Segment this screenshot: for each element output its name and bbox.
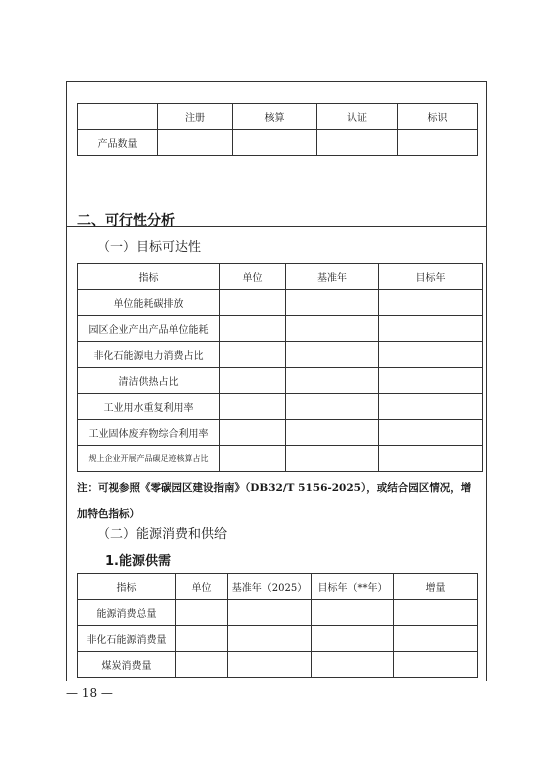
header-cell: 基准年 (286, 264, 379, 290)
table-header-row (78, 264, 483, 290)
input-cell[interactable] (286, 290, 379, 316)
input-cell[interactable] (379, 342, 483, 368)
row-label: 非化石能源消费量 (78, 626, 176, 652)
input-cell[interactable] (176, 626, 228, 652)
header-cell (78, 104, 158, 130)
input-cell[interactable] (220, 342, 286, 368)
row-label: 煤炭消费量 (78, 652, 176, 678)
header-cell: 单位 (176, 574, 228, 600)
header-cell: 增量 (394, 574, 478, 600)
row-label: 单位能耗碳排放 (78, 290, 220, 316)
input-cell[interactable] (233, 130, 317, 156)
table-row (78, 316, 483, 342)
form-frame (66, 81, 487, 681)
input-cell[interactable] (158, 130, 233, 156)
subsection-heading: （二）能源消费和供给 (97, 527, 228, 542)
header-cell: 目标年 (379, 264, 483, 290)
target-table (77, 263, 483, 472)
input-cell[interactable] (312, 626, 394, 652)
table-row (78, 394, 483, 420)
input-cell[interactable] (286, 446, 379, 472)
certification-table (77, 103, 478, 156)
input-cell[interactable] (379, 316, 483, 342)
input-cell[interactable] (220, 446, 286, 472)
table-row (78, 130, 478, 156)
section-heading: 二、可行性分析 (77, 213, 175, 229)
table-header-row (78, 574, 478, 600)
input-cell[interactable] (176, 600, 228, 626)
header-cell: 目标年（**年） (312, 574, 394, 600)
input-cell[interactable] (312, 652, 394, 678)
table-row (78, 446, 483, 472)
table-row (78, 652, 478, 678)
input-cell[interactable] (228, 626, 312, 652)
input-cell[interactable] (286, 316, 379, 342)
input-cell[interactable] (220, 290, 286, 316)
table-row (78, 290, 483, 316)
row-label: 产品数量 (78, 130, 158, 156)
input-cell[interactable] (394, 626, 478, 652)
input-cell[interactable] (228, 652, 312, 678)
input-cell[interactable] (394, 652, 478, 678)
input-cell[interactable] (379, 368, 483, 394)
table-row (78, 420, 483, 446)
row-label: 规上企业开展产品碳足迹核算占比 (78, 446, 220, 472)
energy-table (77, 573, 478, 678)
input-cell[interactable] (394, 600, 478, 626)
input-cell[interactable] (286, 394, 379, 420)
table-row (78, 368, 483, 394)
subsection-heading: （一）目标可达性 (97, 240, 202, 255)
table-row (78, 626, 478, 652)
table-note: 注：可视参照《零碳园区建设指南》（DB32/T 5156-2025），或结合园区情况，增加特色指标） (77, 482, 472, 520)
input-cell[interactable] (312, 600, 394, 626)
row-label: 清洁供热占比 (78, 368, 220, 394)
subsubsection-heading: 1.能源供需 (105, 554, 171, 569)
input-cell[interactable] (379, 420, 483, 446)
page-number: — 18 — (66, 686, 113, 700)
row-label: 园区企业产出产品单位能耗 (78, 316, 220, 342)
row-label: 非化石能源电力消费占比 (78, 342, 220, 368)
input-cell[interactable] (317, 130, 398, 156)
input-cell[interactable] (228, 600, 312, 626)
input-cell[interactable] (220, 316, 286, 342)
header-cell: 标识 (398, 104, 478, 130)
input-cell[interactable] (286, 420, 379, 446)
input-cell[interactable] (220, 394, 286, 420)
input-cell[interactable] (379, 394, 483, 420)
header-cell: 指标 (78, 574, 176, 600)
input-cell[interactable] (220, 368, 286, 394)
input-cell[interactable] (379, 290, 483, 316)
table-row (78, 342, 483, 368)
header-cell: 指标 (78, 264, 220, 290)
input-cell[interactable] (286, 368, 379, 394)
table-row (78, 600, 478, 626)
input-cell[interactable] (398, 130, 478, 156)
row-label: 工业用水重复利用率 (78, 394, 220, 420)
table-header-row (78, 104, 478, 130)
row-label: 工业固体废弃物综合利用率 (78, 420, 220, 446)
header-cell: 基准年（2025） (228, 574, 312, 600)
input-cell[interactable] (286, 342, 379, 368)
input-cell[interactable] (220, 420, 286, 446)
header-cell: 单位 (220, 264, 286, 290)
input-cell[interactable] (379, 446, 483, 472)
header-cell: 注册 (158, 104, 233, 130)
row-label: 能源消费总量 (78, 600, 176, 626)
header-cell: 认证 (317, 104, 398, 130)
input-cell[interactable] (176, 652, 228, 678)
header-cell: 核算 (233, 104, 317, 130)
